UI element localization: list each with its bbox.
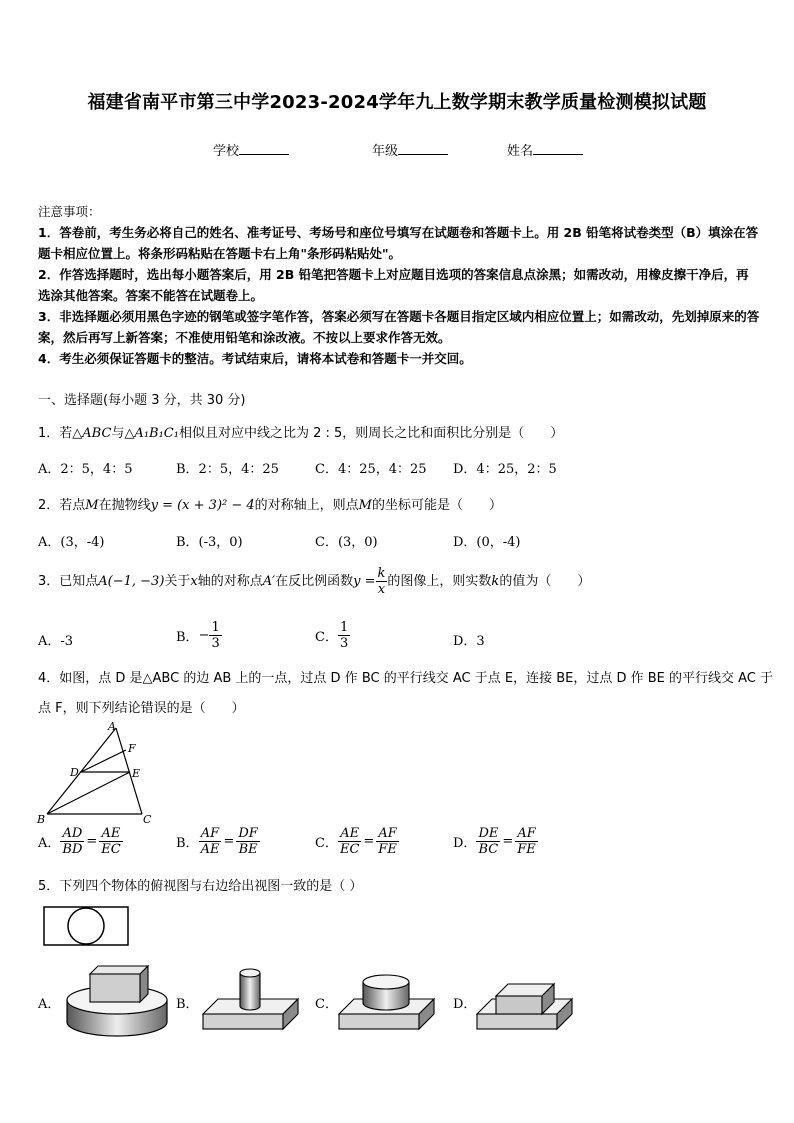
page-title: 福建省南平市第三中学2023-2024学年九上数学期末教学质量检测模拟试题 bbox=[87, 92, 707, 113]
q5-option-a-figure[interactable] bbox=[64, 962, 170, 1040]
q3-option-b-den: 3 bbox=[211, 636, 220, 651]
school-field[interactable] bbox=[213, 140, 289, 159]
q4-b-eq: = bbox=[223, 834, 235, 849]
label-d: D bbox=[70, 766, 79, 779]
q3-option-c[interactable] bbox=[315, 620, 350, 651]
q5-option-b-label[interactable]: B． bbox=[176, 997, 199, 1012]
q5-option-d-figure[interactable] bbox=[474, 970, 578, 1032]
view-circle bbox=[68, 908, 104, 944]
note-item-2: 2．作答选择题时，选出每小题答案后，用 2B 铅笔把答题卡上对应题目选项的答案信息点涂黑；如需改动，用橡皮擦干净后，再选涂其他答案。答案不能答在试题卷上。 bbox=[38, 267, 749, 303]
q4-option-c-left bbox=[338, 826, 361, 857]
q4-a-rden: EC bbox=[101, 842, 121, 857]
grade-label: 年级 bbox=[372, 144, 399, 159]
q1-pre: 1．若 bbox=[38, 426, 73, 441]
q2-pre: 2．若点 bbox=[38, 498, 86, 513]
q3-option-b[interactable] bbox=[176, 620, 222, 651]
edge-ab bbox=[47, 728, 116, 814]
label-c: C bbox=[143, 813, 152, 825]
q4-c-lden: EC bbox=[339, 842, 360, 857]
q1-option-a[interactable]: A．2：5，4：5 bbox=[38, 462, 133, 477]
q2-option-b[interactable]: B．(-3，0) bbox=[176, 535, 243, 550]
q4-a-eq: = bbox=[86, 834, 98, 849]
q1-triangle-1: △ABC bbox=[72, 426, 112, 441]
q3-axis: x bbox=[190, 574, 198, 589]
q2-var2: M bbox=[358, 498, 372, 513]
q3-post: 的图像上，则实数 bbox=[387, 574, 492, 589]
q4-d-lnum: DE bbox=[478, 826, 499, 841]
q4-option-d-left bbox=[476, 826, 500, 857]
q3-option-d[interactable]: D．3 bbox=[453, 634, 485, 649]
q3-option-c-fraction bbox=[338, 620, 350, 651]
grade-field[interactable] bbox=[372, 140, 448, 159]
q4-option-b[interactable] bbox=[176, 826, 260, 857]
q4-d-lden: BC bbox=[478, 842, 499, 857]
q4-b-lden: AE bbox=[200, 842, 220, 857]
q3-point: A(−1, −3) bbox=[98, 574, 165, 589]
q4-option-b-right bbox=[236, 826, 259, 857]
section-heading: 一、选择题(每小题 3 分，共 30 分) bbox=[38, 393, 246, 408]
label-f: F bbox=[128, 742, 136, 755]
segment-df bbox=[81, 750, 126, 772]
q5-option-a-label[interactable]: A． bbox=[38, 997, 61, 1012]
q4-option-c[interactable] bbox=[315, 826, 399, 857]
q3-mid3: 在反比例函数 bbox=[275, 574, 354, 589]
q3-mid2: 轴的对称点 bbox=[197, 574, 263, 589]
q3-pre: 3．已知点 bbox=[38, 574, 99, 589]
q4-option-c-label: C． bbox=[315, 836, 338, 851]
question-4-line-2: 点 F，则下列结论错误的是（ ） bbox=[38, 701, 245, 716]
label-e: E bbox=[132, 767, 141, 780]
q2-option-a[interactable]: A．(3，-4) bbox=[38, 535, 105, 550]
q3-option-c-label: C． bbox=[315, 630, 338, 645]
q1-post: 相似且对应中线之比为 2 : 5，则周长之比和面积比分别是（ ） bbox=[178, 426, 564, 441]
grade-blank[interactable] bbox=[398, 142, 448, 155]
q4-b-lnum: AF bbox=[199, 826, 222, 842]
question-2 bbox=[38, 494, 502, 513]
q4-option-a[interactable] bbox=[38, 826, 123, 857]
q3-var: k bbox=[491, 574, 500, 589]
q3-fn-fraction bbox=[376, 566, 388, 597]
note-item-3: 3．非选择题必须用黑色字迹的钢笔或签字笔作答，答案必须写在答题卡各题目指定区域内相应位置上；如需改动，先划掉原来的答案，然后再写上新答案；不准使用铅笔和涂改液。不按以上要求作答无效。 bbox=[38, 309, 760, 345]
q3-option-a[interactable]: A．-3 bbox=[38, 634, 74, 649]
q3-option-b-num: 1 bbox=[211, 620, 220, 635]
q4-c-rnum: AF bbox=[376, 826, 399, 842]
q3-option-b-label: B． bbox=[176, 630, 199, 645]
q1-triangle-2: △A₁B₁C₁ bbox=[124, 426, 179, 441]
q4-d-eq: = bbox=[502, 834, 514, 849]
question-5: 5．下列四个物体的俯视图与右边给出视图一致的是（ ） bbox=[38, 879, 363, 894]
q1-option-c[interactable]: C．4：25，4：25 bbox=[315, 462, 427, 477]
view-rectangle bbox=[44, 907, 128, 945]
q4-c-lnum: AE bbox=[338, 826, 361, 842]
q4-option-a-right bbox=[99, 826, 122, 857]
name-blank[interactable] bbox=[533, 142, 583, 155]
q1-option-b[interactable]: B．2：5，4：25 bbox=[176, 462, 279, 477]
school-label: 学校 bbox=[213, 144, 240, 159]
q4-option-d[interactable] bbox=[453, 826, 538, 857]
q3-point2: A′ bbox=[262, 574, 276, 589]
notes-block bbox=[38, 201, 760, 369]
q3-fn-left: y = bbox=[353, 574, 376, 589]
q4-a-lnum: AD bbox=[60, 826, 84, 842]
note-item-4: 4．考生必须保证答题卡的整洁。考试结束后，请将本试卷和答题卡一并交回。 bbox=[38, 351, 472, 366]
q2-post2: 的坐标可能是（ ） bbox=[371, 498, 502, 513]
question-1 bbox=[38, 422, 563, 441]
q3-option-c-num: 1 bbox=[339, 620, 349, 635]
q1-option-d[interactable]: D．4：25，2：5 bbox=[453, 462, 557, 477]
q4-c-eq: = bbox=[363, 834, 375, 849]
q3-mid: 关于 bbox=[164, 574, 191, 589]
q2-post: 的对称轴上，则点 bbox=[254, 498, 359, 513]
label-a: A bbox=[108, 720, 116, 733]
notes-heading: 注意事项： bbox=[38, 204, 101, 219]
q4-option-d-right bbox=[515, 826, 538, 857]
q2-mid: 在抛物线 bbox=[98, 498, 151, 513]
q3-option-b-sign: − bbox=[198, 628, 210, 643]
q1-mid: 与 bbox=[111, 426, 125, 441]
note-item-1: 1．答卷前，考生务必将自己的姓名、准考证号、考场号和座位号填写在试题卷和答题卡上。用 2B 铅笔将试卷类型（B）填涂在答题卡相应位置上。将条形码粘贴在答题卡右上角"条形码粘贴处"。 bbox=[38, 225, 759, 261]
q4-d-rnum: AF bbox=[515, 826, 538, 842]
q4-a-rnum: AE bbox=[99, 826, 122, 842]
q2-option-c[interactable]: C．(3，0) bbox=[315, 535, 378, 550]
q4-b-rnum: DF bbox=[238, 826, 258, 841]
q3-fn-num: k bbox=[377, 566, 386, 581]
q2-formula: y = (x + 3)² − 4 bbox=[150, 498, 255, 513]
q3-fn-den: x bbox=[377, 582, 386, 597]
q4-b-rden: BE bbox=[238, 842, 258, 857]
question-4-line-1: 4．如图，点 D 是△ABC 的边 AB 上的一点，过点 D 作 BC 的平行线交 AC 于点 E，连接 BE，过点 D 作 BE 的平行线交 AC 于 bbox=[38, 671, 774, 686]
question-3 bbox=[38, 566, 590, 597]
q4-triangle-figure bbox=[34, 720, 159, 825]
q3-post2: 的值为（ ） bbox=[499, 574, 591, 589]
q4-option-b-label: B． bbox=[176, 836, 199, 851]
segment-be bbox=[47, 772, 130, 814]
q4-option-a-left bbox=[60, 826, 84, 857]
name-label: 姓名 bbox=[507, 144, 534, 159]
q4-option-a-label: A． bbox=[38, 836, 61, 851]
q5-option-c-label[interactable]: C． bbox=[315, 997, 338, 1012]
name-field[interactable] bbox=[507, 140, 583, 159]
q4-option-b-left bbox=[199, 826, 222, 857]
q4-c-rden: FE bbox=[378, 842, 397, 857]
label-b: B bbox=[37, 813, 46, 825]
q3-option-c-den: 3 bbox=[339, 636, 349, 651]
q5-option-c-figure[interactable] bbox=[336, 966, 438, 1032]
q5-option-b-figure[interactable] bbox=[200, 966, 302, 1032]
q4-d-rden: FE bbox=[517, 842, 536, 857]
school-blank[interactable] bbox=[239, 142, 289, 155]
q5-option-d-label[interactable]: D． bbox=[453, 997, 477, 1012]
q3-option-b-fraction bbox=[209, 620, 221, 651]
q5-top-view-figure bbox=[43, 906, 130, 948]
q2-option-d[interactable]: D．(0，-4) bbox=[453, 535, 521, 550]
q4-a-lden: BD bbox=[62, 842, 83, 857]
q4-option-c-right bbox=[376, 826, 399, 857]
q4-option-d-label: D． bbox=[453, 836, 477, 851]
q2-var: M bbox=[85, 498, 99, 513]
